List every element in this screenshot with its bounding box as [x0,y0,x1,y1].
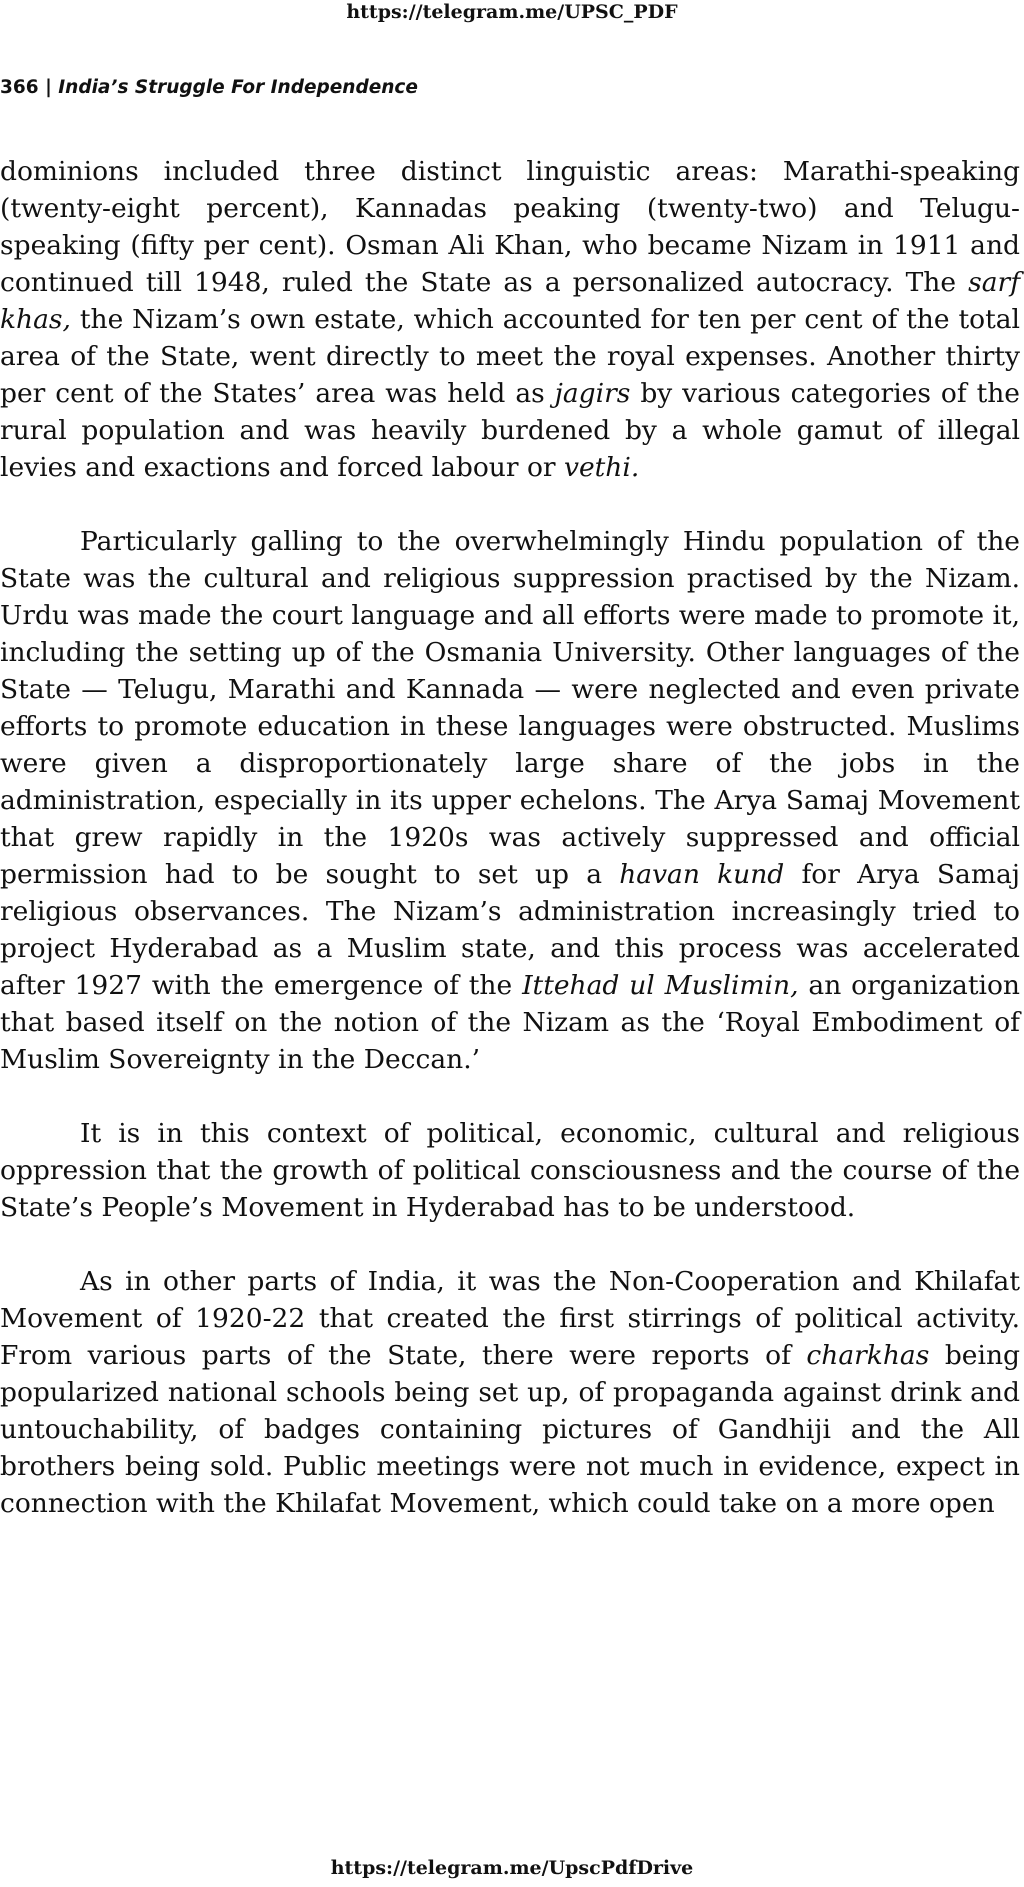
italic-term: sarf khas, [0,267,1020,335]
text-span: dominions included three distinct linguistic areas: Marathi-speaking (twenty-eight percent), Kannadas peaking (twenty-two) and Telugu-speaking (fifty per cent). Osman Ali Khan, who became Nizam in 1911 and continued till 1948, ruled the State as a personalized autocracy. The [0,156,1020,298]
text-span: an organization that based itself on the notion of the Nizam as the ‘Royal Embodiment of Muslim Sovereignty in the Deccan.’ [0,970,1020,1075]
paragraph [0,1115,1020,1226]
text-span: by various categories of the rural population and was heavily burdened by a whole gamut of illegal levies and exactions and forced labour or [0,378,1020,483]
paragraph [0,523,1020,1078]
paragraph [0,153,1020,486]
header-separator: | [45,77,52,98]
italic-term: Ittehad ul Muslimin, [522,970,799,1001]
text-span: It is in this context of political, economic, cultural and religious oppression that the growth of political consciousness and the course of the State’s People’s Movement in Hyderabad has to be understood. [0,1118,1020,1223]
paragraph [0,1263,1020,1522]
bottom-telegram-link[interactable]: https://telegram.me/UpscPdfDrive [330,1857,694,1879]
italic-term: havan kund [619,859,785,890]
text-span: the Nizam’s own estate, which accounted for ten per cent of the total area of the State, went directly to meet the royal expenses. Another thirty per cent of the States’ area was held as [0,304,1020,409]
running-head [0,74,418,102]
text-span: being popularized national schools being set up, of propaganda against drink and untouchability, of badges containing pictures of Gandhiji and the All brothers being sold. Public meetings were not much in evidence, expect in connection with the Khilafat Movement, which could take on a more open [0,1340,1020,1519]
book-title: India’s Struggle For Independence [58,77,418,98]
italic-term: vethi. [564,452,640,483]
italic-term: charkhas [806,1340,930,1371]
page-number: 366 [0,77,39,98]
italic-term: jagirs [554,378,631,409]
top-telegram-link[interactable]: https://telegram.me/UPSC_PDF [346,1,678,23]
text-span: Particularly galling to the overwhelmingly Hindu population of the State was the cultural and religious suppression practised by the Nizam. Urdu was made the court language and all efforts were made to promote it, including the setting up of the Osmania University. Other languages of the State — Telugu, Marathi and Kannada — were neglected and even private efforts to promote education in these languages were obstructed. Muslims were given a disproportionately large share of the jobs in the administration, especially in its upper echelons. The Arya Samaj Movement that grew rapidly in the 1920s was actively suppressed and official permission had to be sought to set up a [0,526,1020,890]
body-text [0,153,1020,1522]
text-span: As in other parts of India, it was the Non-Cooperation and Khilafat Movement of 1920-22 that created the first stirrings of political activity. From various parts of the State, there were reports of [0,1266,1020,1371]
text-span: for Arya Samaj religious observances. The Nizam’s administration increasingly tried to project Hyderabad as a Muslim state, and this process was accelerated after 1927 with the emergence of the [0,859,1020,1001]
